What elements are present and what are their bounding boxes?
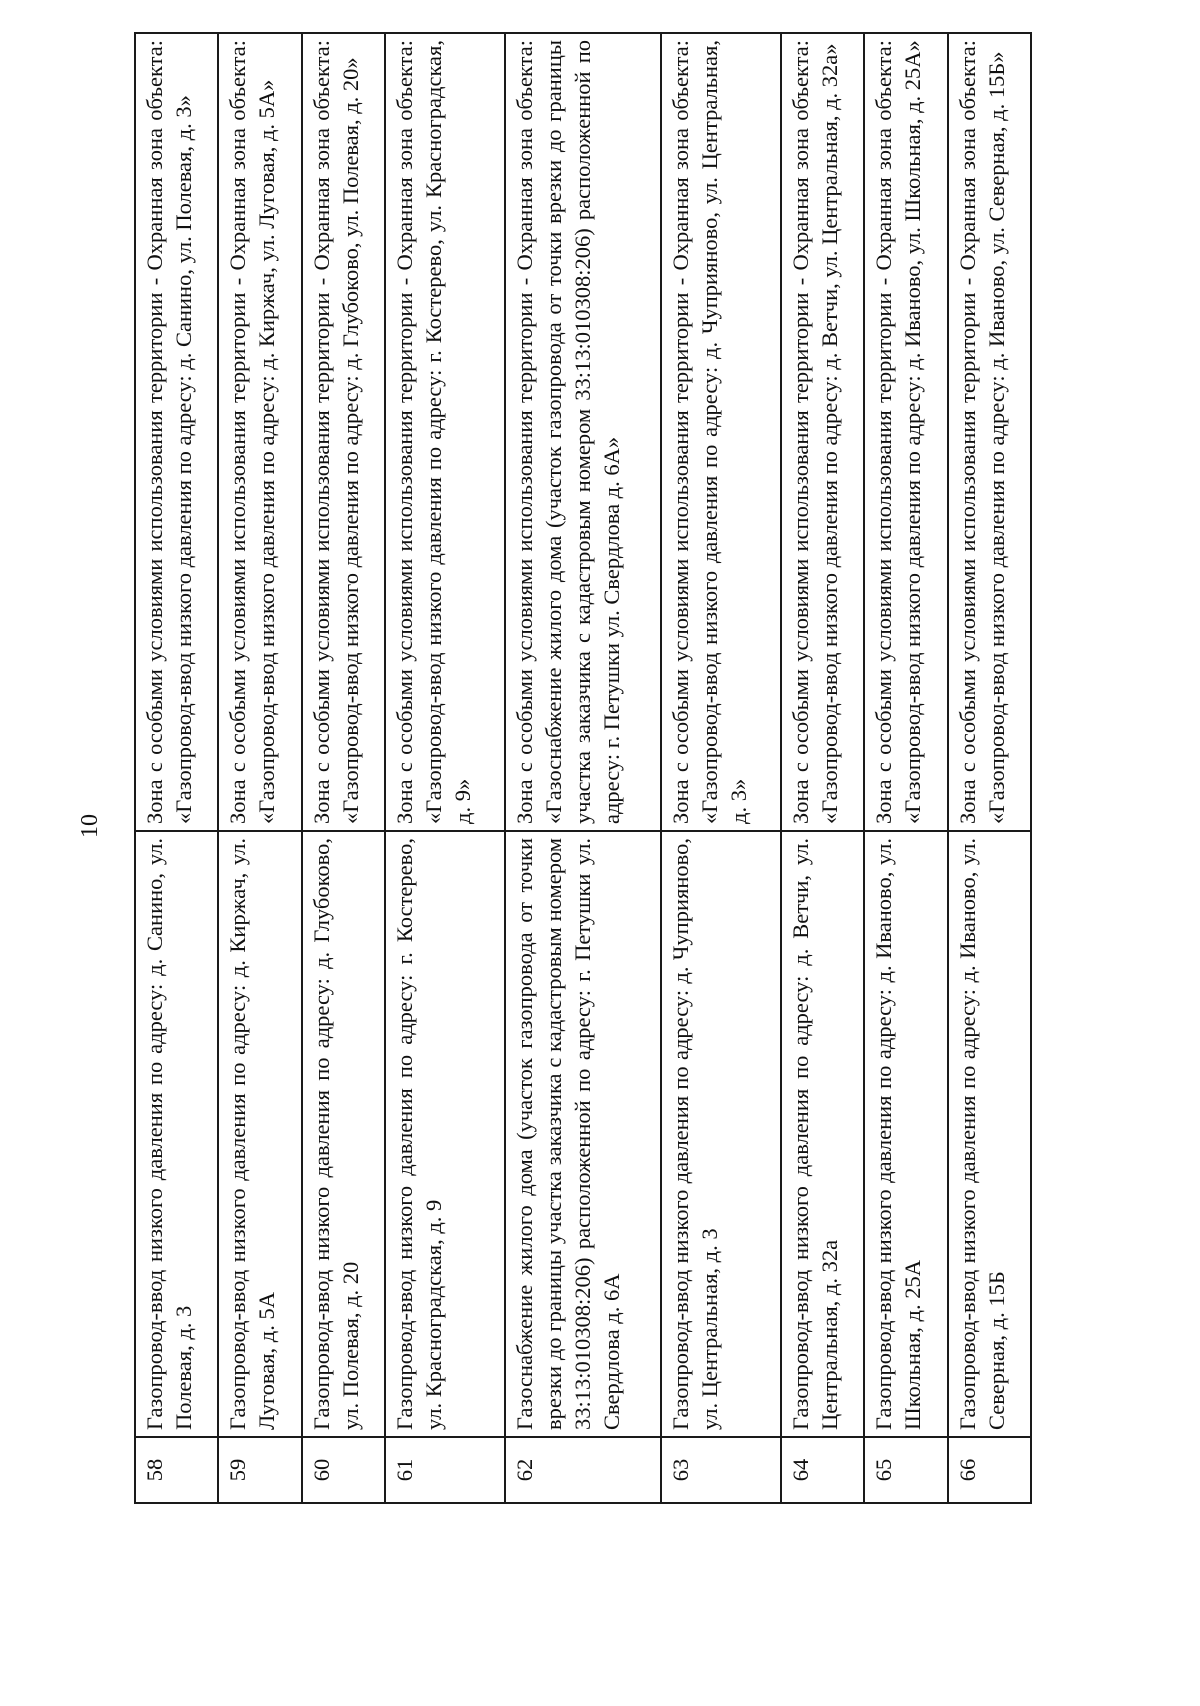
object-name-cell: Газопровод-ввод низкого давления по адресу: д. Глубоково, ул. Полевая, д. 20 (302, 831, 385, 1437)
table-row (505, 33, 661, 1503)
row-number: 61 (385, 1437, 505, 1503)
row-number: 60 (302, 1437, 385, 1503)
row-number: 62 (505, 1437, 661, 1503)
row-number: 58 (135, 1437, 218, 1503)
object-name-cell: Газопровод-ввод низкого давления по адресу: д. Ветчи, ул. Центральная, д. 32а (781, 831, 864, 1437)
object-name-cell: Газопровод-ввод низкого давления по адресу: д. Киржач, ул. Луговая, д. 5А (218, 831, 301, 1437)
object-name-cell: Газопровод-ввод низкого давления по адресу: д. Санино, ул. Полевая, д. 3 (135, 831, 218, 1437)
object-name-cell: Газопровод-ввод низкого давления по адресу: д. Чуприяново, ул. Центральная, д. 3 (661, 831, 781, 1437)
zone-description-cell: Зона с особыми условиями использования территории - Охранная зона объекта: «Газопровод-ввод низкого давления по адресу: д. Глубоково, ул. Полевая, д. 20» (302, 33, 385, 831)
zone-description-cell: Зона с особыми условиями использования территории - Охранная зона объекта: «Газопровод-ввод низкого давления по адресу: д. Иваново, ул. Северная, д. 15Б» (948, 33, 1031, 831)
zone-description-cell: Зона с особыми условиями использования территории - Охранная зона объекта: «Газоснабжение жилого дома (участок газопровода от точки врезки до границы участка заказчика с кадастровым номером 33:13:010308:206) расположенной по адресу: г. Петушки ул. Свердлова д. 6А» (505, 33, 661, 831)
table-row (302, 33, 385, 1503)
zone-description-cell: Зона с особыми условиями использования территории - Охранная зона объекта: «Газопровод-ввод низкого давления по адресу: д. Ветчи, ул. Центральная, д. 32а» (781, 33, 864, 831)
page-number: 10 (77, 814, 103, 838)
object-name-cell: Газопровод-ввод низкого давления по адресу: д. Иваново, ул. Северная, д. 15Б (948, 831, 1031, 1437)
table-row (135, 33, 218, 1503)
zone-description-cell: Зона с особыми условиями использования территории - Охранная зона объекта: «Газопровод-ввод низкого давления по адресу: д. Иваново, ул. Школьная, д. 25А» (864, 33, 947, 831)
zone-description-cell: Зона с особыми условиями использования территории - Охранная зона объекта: «Газопровод-ввод низкого давления по адресу: г. Костерево, ул. Красноградская, д. 9» (385, 33, 505, 831)
zones-table (134, 32, 1032, 1504)
table-row (661, 33, 781, 1503)
row-number: 63 (661, 1437, 781, 1503)
table-row (218, 33, 301, 1503)
table-row (864, 33, 947, 1503)
row-number: 66 (948, 1437, 1031, 1503)
table-row (948, 33, 1031, 1503)
zone-description-cell: Зона с особыми условиями использования территории - Охранная зона объекта: «Газопровод-ввод низкого давления по адресу: д. Киржач, ул. Луговая, д. 5А» (218, 33, 301, 831)
zone-description-cell: Зона с особыми условиями использования территории - Охранная зона объекта: «Газопровод-ввод низкого давления по адресу: д. Санино, ул. Полевая, д. 3» (135, 33, 218, 831)
table-row (781, 33, 864, 1503)
table-row (385, 33, 505, 1503)
table-rotation-wrapper (134, 34, 1032, 1504)
row-number: 59 (218, 1437, 301, 1503)
object-name-cell: Газоснабжение жилого дома (участок газопровода от точки врезки до границы участка заказчика с кадастровым номером 33:13:010308:206) расположенной по адресу: г. Петушки ул. Свердлова д. 6А (505, 831, 661, 1437)
zone-description-cell: Зона с особыми условиями использования территории - Охранная зона объекта: «Газопровод-ввод низкого давления по адресу: д. Чуприяново, ул. Центральная, д. 3» (661, 33, 781, 831)
row-number: 65 (864, 1437, 947, 1503)
row-number: 64 (781, 1437, 864, 1503)
object-name-cell: Газопровод-ввод низкого давления по адресу: д. Иваново, ул. Школьная, д. 25А (864, 831, 947, 1437)
object-name-cell: Газопровод-ввод низкого давления по адресу: г. Костерево, ул. Красноградская, д. 9 (385, 831, 505, 1437)
